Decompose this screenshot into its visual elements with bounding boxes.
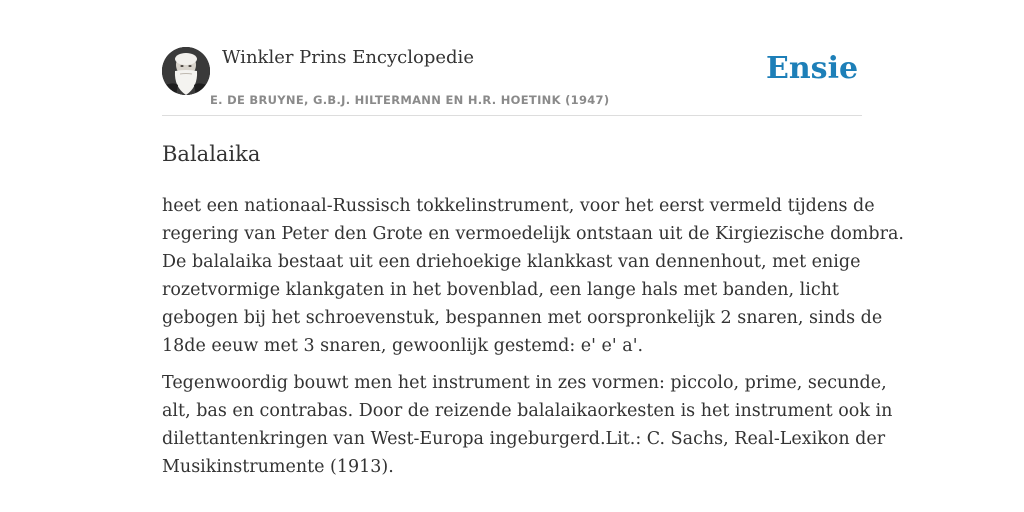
source-authors: E. DE BRUYNE, G.B.J. HILTERMANN EN H.R. HOETINK (1947) [210,93,610,107]
paragraph-line: Musikinstrumente (1913). [162,457,394,477]
entry-title: Balalaika [162,142,261,166]
paragraph-line: rozetvormige klankgaten in het bovenblad, een lange hals met banden, licht [162,280,839,300]
header-divider [162,115,862,116]
entry-body [162,192,904,490]
paragraph-line: 18de eeuw met 3 snaren, gewoonlijk gestemd: e' e' a'. [162,336,644,356]
ensie-logo[interactable]: Ensie [766,51,859,86]
paragraph-line: De balalaika bestaat uit een driehoekige klankkast van dennenhout, met enige [162,252,861,272]
paragraph-line: gebogen bij het schroevenstuk, bespannen met oorspronkelijk 2 snaren, sinds de [162,308,883,328]
entry-paragraph [162,192,904,360]
paragraph-line: heet een nationaal-Russisch tokkelinstrument, voor het eerst vermeld tijdens de [162,196,875,216]
author-avatar [162,47,210,95]
paragraph-line: dilettantenkringen van West-Europa ingeburgerd.Lit.: C. Sachs, Real-Lexikon der [162,429,886,449]
bearded-man-portrait-icon [162,47,210,95]
paragraph-line: regering van Peter den Grote en vermoedelijk ontstaan uit de Kirgiezische dombra. [162,224,904,244]
source-title[interactable]: Winkler Prins Encyclopedie [222,47,474,68]
paragraph-line: Tegenwoordig bouwt men het instrument in zes vormen: piccolo, prime, secunde, [162,373,887,393]
paragraph-line: alt, bas en contrabas. Door de reizende balalaikaorkesten is het instrument ook in [162,401,893,421]
entry-paragraph [162,369,893,481]
